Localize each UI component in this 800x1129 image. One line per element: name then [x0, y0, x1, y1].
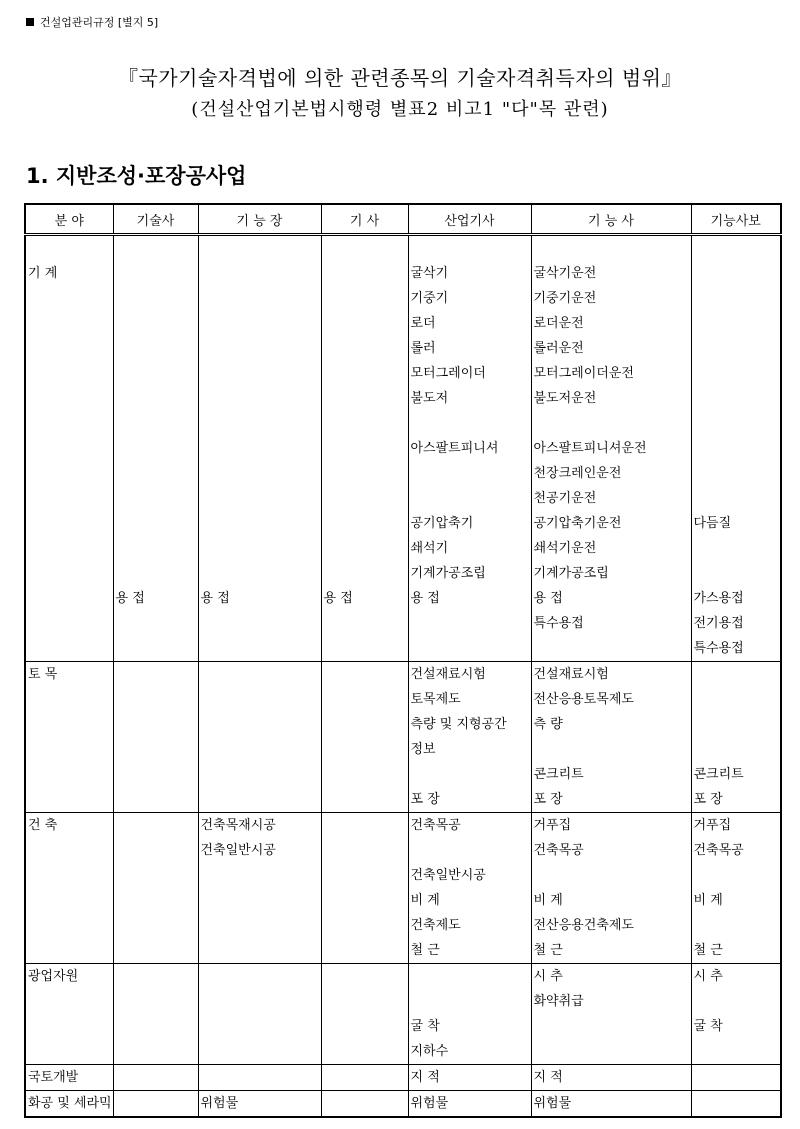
cell-text: 시 추 [533, 969, 563, 984]
cell-text [116, 511, 198, 536]
cell-text: 위험물 [533, 1096, 572, 1111]
field-label: 건 축 [28, 818, 58, 833]
cell-text [411, 636, 531, 661]
cell-text: 지 적 [533, 1070, 563, 1085]
cell-text: 거푸집 [693, 818, 732, 833]
cell-text [201, 486, 321, 511]
table-cell [321, 813, 408, 964]
table-cell [408, 1091, 531, 1118]
table-cell [25, 662, 113, 813]
column-header: 분 야 [25, 204, 113, 235]
table-cell [113, 964, 198, 1065]
cell-text [324, 486, 408, 511]
cell-text: 쇄석기 [410, 541, 449, 556]
cell-text: 굴삭기운전 [533, 266, 597, 281]
spacer [201, 236, 321, 261]
table-cell [198, 235, 321, 662]
cell-text [411, 411, 531, 436]
cell-text [324, 712, 408, 737]
table-cell [691, 813, 781, 964]
cell-text: 전산응용토목제도 [533, 692, 634, 707]
cell-text [324, 687, 408, 712]
cell-text [411, 838, 531, 863]
cell-text: 건설재료시험 [533, 667, 609, 682]
cell-text: 건축목공 [410, 818, 461, 833]
cell-text: 롤러운전 [533, 341, 584, 356]
table-cell [321, 235, 408, 662]
cell-text [534, 863, 691, 888]
cell-text: 콘크리트 [693, 767, 744, 782]
cell-text [324, 838, 408, 863]
cell-text: 건축목공 [533, 843, 584, 858]
cell-text: 용 접 [323, 591, 353, 606]
cell-text: 토목제도 [410, 692, 461, 707]
cell-text: 지 적 [410, 1070, 440, 1085]
cell-text [324, 913, 408, 938]
cell-text [694, 561, 781, 586]
table-cell [198, 1091, 321, 1118]
table-cell [691, 1091, 781, 1118]
cell-text [324, 511, 408, 536]
table-row [25, 235, 781, 662]
cell-text [694, 913, 781, 938]
cell-text: 기중기운전 [533, 291, 597, 306]
table-cell [321, 662, 408, 813]
table-cell [113, 813, 198, 964]
cell-text [116, 989, 198, 1014]
table-cell [113, 662, 198, 813]
table-body [25, 235, 781, 1118]
cell-text [324, 863, 408, 888]
spacer [324, 236, 408, 261]
cell-text: 건축목재시공 [200, 818, 276, 833]
cell-text: 용 접 [533, 591, 563, 606]
cell-text: 굴삭기 [410, 266, 449, 281]
cell-text: 천장크레인운전 [533, 466, 622, 481]
cell-text [324, 762, 408, 787]
cell-text [116, 938, 198, 963]
table-cell [691, 964, 781, 1065]
table-cell [531, 662, 691, 813]
cell-text [116, 1014, 198, 1039]
cell-text [694, 536, 781, 561]
table-cell [198, 813, 321, 964]
column-header: 기 사 [321, 204, 408, 235]
cell-text: 아스팔트피니셔운전 [533, 441, 647, 456]
cell-text [201, 311, 321, 336]
cell-text [694, 311, 781, 336]
cell-text [411, 461, 531, 486]
cell-text: 로더 [410, 316, 436, 331]
table-cell [198, 964, 321, 1065]
cell-text [324, 386, 408, 411]
cell-text: 전산응용건축제도 [533, 918, 634, 933]
cell-text [534, 636, 691, 661]
cell-text [116, 636, 198, 661]
qualification-table [24, 203, 782, 1118]
cell-text: 용 접 [410, 591, 440, 606]
spacer [28, 236, 113, 261]
table-cell [113, 1091, 198, 1118]
cell-text [694, 461, 781, 486]
table-row [25, 1091, 781, 1118]
cell-text [324, 611, 408, 636]
cell-text: 모터그레이더운전 [533, 366, 634, 381]
cell-text: 용 접 [115, 591, 145, 606]
table-cell [408, 964, 531, 1065]
cell-text [694, 1091, 781, 1116]
table-cell [113, 1065, 198, 1091]
cell-text: 정보 [410, 742, 436, 757]
cell-text [116, 712, 198, 737]
cell-text: 불도저운전 [533, 391, 597, 406]
table-cell [408, 662, 531, 813]
cell-text [201, 787, 321, 812]
cell-text: 비 계 [693, 893, 723, 908]
table-cell [408, 1065, 531, 1091]
cell-text [694, 1039, 781, 1064]
table-cell [691, 235, 781, 662]
table-cell [25, 1065, 113, 1091]
table-cell [198, 1065, 321, 1091]
cell-text: 아스팔트피니셔 [410, 441, 499, 456]
cell-text [324, 1039, 408, 1064]
cell-text: 쇄석기운전 [533, 541, 597, 556]
section-title: 1. 지반조성·포장공사업 [26, 164, 247, 188]
cell-text: 공기압축기운전 [533, 516, 622, 531]
cell-text: 건설재료시험 [410, 667, 486, 682]
spacer [694, 236, 781, 261]
cell-text: 측량 및 지형공간 [410, 717, 507, 732]
cell-text [324, 888, 408, 913]
cell-text: 지하수 [410, 1044, 449, 1059]
cell-text: 기중기 [410, 291, 449, 306]
cell-text [116, 888, 198, 913]
cell-text [116, 813, 198, 838]
cell-text [324, 261, 408, 286]
cell-text [201, 611, 321, 636]
cell-text: 위험물 [410, 1096, 449, 1111]
cell-text: 기계가공조립 [410, 566, 486, 581]
cell-text [116, 411, 198, 436]
cell-text: 철 근 [693, 943, 723, 958]
cell-text [201, 964, 321, 989]
cell-text [201, 636, 321, 661]
cell-text: 천공기운전 [533, 491, 597, 506]
cell-text [694, 261, 781, 286]
field-label: 화공 및 세라믹 [28, 1096, 112, 1111]
cell-text [116, 1091, 198, 1116]
cell-text [411, 989, 531, 1014]
cell-text: 불도저 [410, 391, 449, 406]
cell-text [324, 636, 408, 661]
cell-text: 로더운전 [533, 316, 584, 331]
document-title: 『국가기술자격법에 의한 관련종목의 기술자격취득자의 범위』 [118, 66, 682, 90]
spacer [534, 236, 691, 261]
table-row [25, 1065, 781, 1091]
cell-text [201, 687, 321, 712]
cell-text: 굴 착 [410, 1019, 440, 1034]
cell-text [324, 1065, 408, 1090]
cell-text [324, 311, 408, 336]
cell-text [534, 411, 691, 436]
cell-text: 건축제도 [410, 918, 461, 933]
cell-text [324, 813, 408, 838]
cell-text [201, 989, 321, 1014]
cell-text [201, 386, 321, 411]
cell-text [694, 687, 781, 712]
cell-text [201, 511, 321, 536]
cell-text: 건축일반시공 [200, 843, 276, 858]
cell-text [116, 737, 198, 762]
cell-text [116, 461, 198, 486]
cell-text: 특수용접 [693, 641, 744, 656]
cell-text [324, 662, 408, 687]
cell-text: 포 장 [410, 792, 440, 807]
cell-text [324, 787, 408, 812]
cell-text [694, 1065, 781, 1090]
cell-text [324, 436, 408, 461]
document-header [26, 14, 158, 30]
field-label: 기 계 [28, 266, 58, 281]
cell-text: 건축일반시공 [410, 868, 486, 883]
cell-text [324, 411, 408, 436]
table-cell [691, 662, 781, 813]
document-subtitle: (건설산업기본법시행령 별표2 비고1 "다"목 관련) [191, 99, 609, 120]
cell-text: 굴 착 [693, 1019, 723, 1034]
cell-text: 특수용접 [533, 616, 584, 631]
table-cell [531, 1065, 691, 1091]
table-row [25, 662, 781, 813]
cell-text [116, 1039, 198, 1064]
cell-text: 시 추 [693, 969, 723, 984]
cell-text [201, 762, 321, 787]
cell-text [324, 737, 408, 762]
cell-text [201, 1014, 321, 1039]
cell-text [411, 762, 531, 787]
table-cell [25, 235, 113, 662]
cell-text [201, 888, 321, 913]
cell-text [201, 286, 321, 311]
cell-text: 가스용접 [693, 591, 744, 606]
cell-text [534, 737, 691, 762]
cell-text [116, 436, 198, 461]
cell-text [694, 662, 781, 687]
cell-text [324, 938, 408, 963]
cell-text [694, 411, 781, 436]
cell-text [201, 712, 321, 737]
cell-text [116, 863, 198, 888]
cell-text [324, 964, 408, 989]
cell-text [116, 964, 198, 989]
cell-text [116, 486, 198, 511]
cell-text [694, 336, 781, 361]
table-cell [531, 964, 691, 1065]
cell-text [411, 486, 531, 511]
cell-text: 화약취급 [533, 994, 584, 1009]
cell-text [201, 411, 321, 436]
cell-text [116, 611, 198, 636]
cell-text: 포 장 [693, 792, 723, 807]
column-header: 기 능 장 [198, 204, 321, 235]
table-row [25, 813, 781, 964]
cell-text [411, 611, 531, 636]
table-header-row [25, 204, 781, 235]
cell-text [201, 336, 321, 361]
table-cell [25, 964, 113, 1065]
cell-text [534, 1039, 691, 1064]
cell-text [324, 286, 408, 311]
cell-text [694, 436, 781, 461]
cell-text [116, 361, 198, 386]
cell-text [694, 737, 781, 762]
cell-text [116, 386, 198, 411]
cell-text [116, 838, 198, 863]
cell-text [694, 486, 781, 511]
table-cell [408, 235, 531, 662]
cell-text [324, 336, 408, 361]
field-label: 광업자원 [28, 969, 79, 984]
cell-text [116, 311, 198, 336]
table-cell [531, 813, 691, 964]
cell-text [694, 989, 781, 1014]
cell-text: 콘크리트 [533, 767, 584, 782]
field-label: 토 목 [28, 667, 58, 682]
square-bullet-icon [26, 18, 34, 26]
column-header: 기능사보 [691, 204, 781, 235]
cell-text [201, 561, 321, 586]
table-cell [198, 662, 321, 813]
cell-text [201, 662, 321, 687]
column-header: 산업기사 [408, 204, 531, 235]
cell-text: 공기압축기 [410, 516, 474, 531]
cell-text [201, 938, 321, 963]
cell-text: 철 근 [533, 943, 563, 958]
cell-text [324, 1091, 408, 1116]
table-cell [321, 1065, 408, 1091]
cell-text: 포 장 [533, 792, 563, 807]
cell-text [324, 536, 408, 561]
cell-text [201, 1039, 321, 1064]
cell-text [324, 1014, 408, 1039]
cell-text [116, 561, 198, 586]
cell-text: 다듬질 [693, 516, 732, 531]
cell-text [116, 336, 198, 361]
cell-text [324, 561, 408, 586]
cell-text [116, 662, 198, 687]
cell-text [694, 386, 781, 411]
cell-text: 전기용접 [693, 616, 744, 631]
cell-text [116, 913, 198, 938]
cell-text [534, 1014, 691, 1039]
column-header: 기술사 [113, 204, 198, 235]
cell-text [201, 461, 321, 486]
table-cell [321, 1091, 408, 1118]
cell-text [116, 1065, 198, 1090]
cell-text: 측 량 [533, 717, 563, 732]
table-cell [25, 813, 113, 964]
cell-text: 롤러 [410, 341, 436, 356]
spacer [116, 236, 198, 261]
cell-text [201, 361, 321, 386]
cell-text: 위험물 [200, 1096, 239, 1111]
cell-text [116, 787, 198, 812]
table-cell [25, 1091, 113, 1118]
cell-text [694, 286, 781, 311]
cell-text [201, 1065, 321, 1090]
cell-text [116, 286, 198, 311]
cell-text [324, 461, 408, 486]
table-cell [531, 1091, 691, 1118]
cell-text [411, 964, 531, 989]
cell-text [694, 863, 781, 888]
cell-text [694, 712, 781, 737]
table-cell [531, 235, 691, 662]
cell-text [116, 762, 198, 787]
cell-text: 기계가공조립 [533, 566, 609, 581]
cell-text [201, 913, 321, 938]
cell-text: 비 계 [410, 893, 440, 908]
column-header: 기 능 사 [531, 204, 691, 235]
cell-text [201, 536, 321, 561]
table-cell [408, 813, 531, 964]
cell-text: 건축목공 [693, 843, 744, 858]
field-label: 국토개발 [28, 1070, 79, 1085]
header-text: 건설업관리규정 [별지 5] [40, 16, 159, 29]
cell-text [201, 737, 321, 762]
cell-text [324, 361, 408, 386]
spacer [411, 236, 531, 261]
cell-text: 모터그레이더 [410, 366, 486, 381]
cell-text: 철 근 [410, 943, 440, 958]
cell-text: 용 접 [200, 591, 230, 606]
cell-text [201, 261, 321, 286]
cell-text: 거푸집 [533, 818, 572, 833]
cell-text: 비 계 [533, 893, 563, 908]
table-cell [113, 235, 198, 662]
cell-text [201, 863, 321, 888]
cell-text [201, 436, 321, 461]
cell-text [324, 989, 408, 1014]
cell-text [116, 261, 198, 286]
table-row [25, 964, 781, 1065]
cell-text [694, 361, 781, 386]
cell-text [116, 536, 198, 561]
cell-text [116, 687, 198, 712]
table-cell [691, 1065, 781, 1091]
table-cell [321, 964, 408, 1065]
